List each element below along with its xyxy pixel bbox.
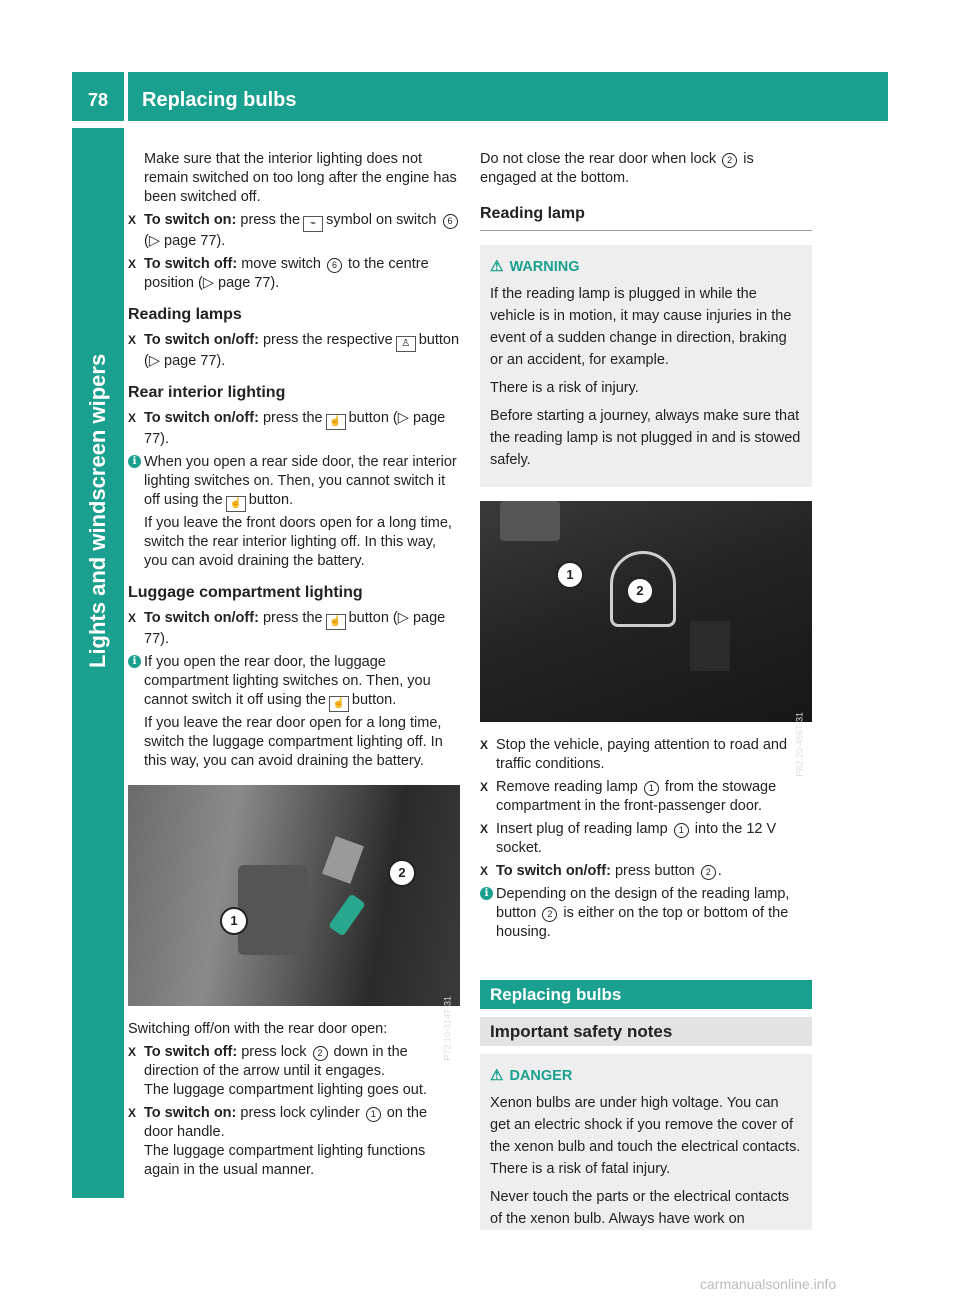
rear-light-button-icon: ☝ bbox=[226, 496, 246, 512]
right-column bbox=[480, 150, 812, 1236]
section-bar-replacing-bulbs: Replacing bulbs bbox=[480, 980, 812, 1009]
heading-rear-interior: Rear interior lighting bbox=[128, 384, 286, 401]
step-arrow-icon: X bbox=[128, 213, 137, 227]
callout-2-icon: 2 bbox=[542, 907, 557, 922]
luggage-light-button-icon: ☝ bbox=[329, 696, 349, 712]
info-note-luggage: i If you open the rear door, the luggage compartment lighting switches on. Then, you cannot switch it off using the ☝ button. If you leave the rear door open for a long time, switch the luggage compartment lighting off. In this way, you can avoid draining the battery. bbox=[128, 653, 460, 771]
callout-1-icon: 1 bbox=[366, 1107, 381, 1122]
step-switch-on: X To switch on: press the ⌁ symbol on switch 6 (▷ page 77). bbox=[128, 211, 460, 251]
step-rear-on-off: X To switch on/off: press the ☝ button (▷ page 77). bbox=[128, 410, 446, 447]
info-icon: i bbox=[128, 455, 141, 468]
step-switch-lamp: X To switch on/off: press button 2 . bbox=[480, 863, 722, 879]
step-remove-lamp: X Remove reading lamp 1 from the stowage compartment in the front-passenger door. bbox=[480, 779, 777, 814]
footer-watermark: carmanualsonline.info bbox=[700, 1276, 837, 1292]
step-reading-on-off: X To switch on/off: press the respective ♙ button (▷ page 77). bbox=[128, 332, 460, 369]
heading-reading-lamps: Reading lamps bbox=[128, 306, 242, 323]
step-stop-vehicle: X Stop the vehicle, paying attention to road and traffic conditions. bbox=[480, 737, 788, 772]
caption: Switching off/on with the rear door open: bbox=[128, 1021, 388, 1037]
warning-heading: ⚠ WARNING bbox=[490, 258, 580, 275]
page-number: 78 bbox=[72, 72, 124, 121]
callout-2-icon: 2 bbox=[313, 1046, 328, 1061]
callout-1-icon: 1 bbox=[674, 823, 689, 838]
reading-lamp-symbol-icon: ♙ bbox=[396, 336, 416, 352]
lamp-symbol-icon: ⌁ bbox=[303, 216, 323, 232]
step-luggage-off: X To switch off: press lock 2 down in the direction of the arrow until it engages. The luggage compartment lighting goes out. bbox=[128, 1044, 427, 1098]
dash-part bbox=[500, 501, 560, 541]
left-column bbox=[128, 150, 460, 1184]
section-label: Lights and windscreen wipers bbox=[85, 353, 110, 668]
step-arrow-icon: X bbox=[480, 738, 489, 752]
step-insert-plug: X Insert plug of reading lamp 1 into the 12 V socket. bbox=[480, 821, 777, 856]
callout-2-icon: 2 bbox=[722, 153, 737, 168]
callout-1-icon: 1 bbox=[644, 781, 659, 796]
step-arrow-icon: X bbox=[128, 411, 137, 425]
photo-code: P82.20-4567-31 bbox=[795, 712, 805, 777]
callout-2-icon: 2 bbox=[701, 865, 716, 880]
step-arrow-icon: X bbox=[128, 257, 137, 271]
danger-box: ⚠ DANGER Xenon bulbs are under high voltage. You can get an electric shock if you remove the cover of the xenon bulb and touch the electrical contacts. There is a risk of fatal injury. Never touch the parts or the electrical contacts of the xenon bulb. Always have work on bbox=[480, 1054, 812, 1230]
info-note-rear: i When you open a rear side door, the rear interior lighting switches on. Then, you cannot switch it off using the ☝ button. If you leave the front doors open for a long time, switch the rear interior lighting off. In this way, you can avoid draining the battery. bbox=[128, 453, 460, 571]
section-label-wrap bbox=[72, 128, 124, 668]
info-icon: i bbox=[480, 887, 493, 900]
step-arrow-icon: X bbox=[128, 1106, 137, 1120]
lock-housing bbox=[238, 865, 308, 955]
callout-6-icon: 6 bbox=[327, 258, 342, 273]
page-title: Replacing bulbs bbox=[128, 72, 888, 121]
stowage-slot bbox=[690, 621, 730, 671]
rear-light-button-icon: ☝ bbox=[326, 414, 346, 430]
heading-luggage: Luggage compartment lighting bbox=[128, 584, 363, 601]
step-arrow-icon: X bbox=[480, 822, 489, 836]
step-arrow-icon: X bbox=[128, 1045, 137, 1059]
callout-2: 2 bbox=[626, 577, 654, 605]
photo-code: P72.10-3147-31 bbox=[443, 996, 453, 1061]
callout-1: 1 bbox=[220, 907, 248, 935]
callout-2: 2 bbox=[388, 859, 416, 887]
step-luggage-on-off: X To switch on/off: press the ☝ button (▷ page 77). bbox=[128, 610, 446, 647]
subsection-bar-safety-notes: Important safety notes bbox=[480, 1017, 812, 1046]
step-arrow-icon: X bbox=[128, 611, 137, 625]
callout-1: 1 bbox=[556, 561, 584, 589]
lock-latch bbox=[322, 836, 364, 884]
intro-text-right: Do not close the rear door when lock 2 is engaged at the bottom. bbox=[480, 151, 754, 186]
info-note-button: i Depending on the design of the reading lamp, button 2 is either on the top or bottom of the housing. bbox=[480, 885, 812, 942]
intro-text: Make sure that the interior lighting does not remain switched on too long after the engine has been switched off. bbox=[144, 151, 457, 205]
warning-icon: ⚠ bbox=[490, 1067, 504, 1084]
callout-6-icon: 6 bbox=[443, 214, 458, 229]
step-arrow-icon: X bbox=[480, 864, 489, 878]
step-luggage-on: X To switch on: press lock cylinder 1 on the door handle. The luggage compartment lighting functions again in the usual manner. bbox=[128, 1105, 428, 1178]
warning-box: ⚠ WARNING If the reading lamp is plugged in while the vehicle is in motion, it may cause injuries in the event of a sudden change in direction, braking or an accident, for example. There is a risk of injury. Before starting a journey, always make sure that the reading lamp is not plugged in and is stowed safely. bbox=[480, 245, 812, 487]
danger-heading: ⚠ DANGER bbox=[490, 1067, 573, 1084]
step-arrow-icon: X bbox=[480, 780, 489, 794]
luggage-light-button-icon: ☝ bbox=[326, 614, 346, 630]
step-arrow-icon: X bbox=[128, 333, 137, 347]
warning-icon: ⚠ bbox=[490, 258, 504, 275]
heading-reading-lamp: Reading lamp bbox=[480, 204, 812, 231]
arrow-indicator bbox=[328, 893, 366, 936]
info-icon: i bbox=[128, 655, 141, 668]
step-switch-off: X To switch off: move switch 6 to the centre position (▷ page 77). bbox=[128, 256, 429, 291]
